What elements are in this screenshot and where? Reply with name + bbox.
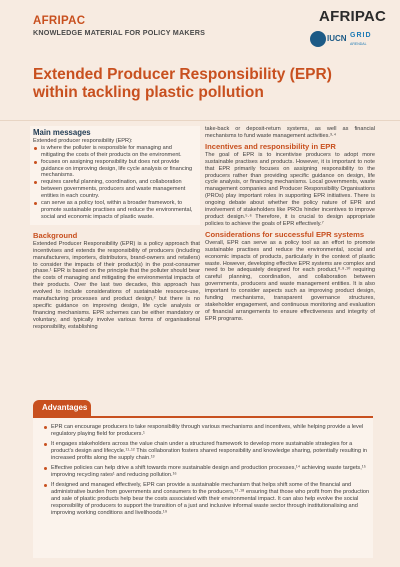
right-column (205, 126, 375, 323)
advantage-item: EPR can encourage producers to take responsibility through various mechanisms and incentives, while helping provide a level regulatory playing field for producers.¹ (51, 424, 373, 438)
header-divider (0, 120, 400, 121)
afripac-logo: AFRIPAC (319, 8, 386, 25)
considerations-heading: Considerations for successful EPR systems (205, 229, 365, 239)
main-message-item: is where the polluter is responsible for managing and mitigating the costs of their products on the environment. (41, 145, 196, 159)
iucn-emblem-icon (310, 31, 326, 47)
main-messages-list (33, 145, 196, 221)
main-message-item: focuses on assigning responsibility but does not provide guidance on improving design, life cycle analysis or financing mechanisms. (41, 159, 196, 180)
incentives-heading: Incentives and responsibility in EPR (205, 141, 336, 151)
main-messages-intro: Extended producer responsibility (EPR): (33, 137, 133, 144)
background-text: Extended Producer Responsibility (EPR) is a policy approach that incentivises and extends the responsibility of producers (including manufacturers, importers, distributors, brand-owners and retailers) to consider the impacts of their product(s) in the post-consumer phase.¹ EPR is based on the principle that the polluter should bear the costs of managing and mitigating the environmental impacts of their products. Over the last two decades, this approach has evolved to include considerations of sustainable resource-use, manufacturing processes and product design,² but there is no specific guidance on improving design, life cycle analysis or financing mechanisms. EPR schemes can be either mandatory or voluntary, and typically involve various forms of organisational responsibility, establishing (33, 240, 200, 330)
grid-arendal-logo (350, 30, 388, 50)
continuation-text: take-back or deposit-return systems, as well as financial mechanisms to fund waste management activities.³·⁴ (205, 126, 375, 139)
advantages-box (33, 416, 373, 558)
background-heading: Background (33, 230, 78, 240)
page-title: Extended Producer Responsibility (EPR) within tackling plastic pollution (33, 66, 332, 101)
left-column (33, 126, 200, 331)
main-messages-box (30, 126, 200, 225)
iucn-logo (310, 31, 346, 47)
advantages-tab (33, 400, 91, 416)
advantage-item: It engages stakeholders across the value chain under a structured framework to develop more sustainable strategies for a product's design and lifecycle.¹¹·¹² This collaboration fosters shared responsibility and knowledge sharing, potentially resulting in increased profits along the supply chain.¹³ (51, 441, 373, 462)
page-header (0, 0, 400, 118)
main-message-item: can serve as a policy tool, within a broader framework, to promote sustainable practises and reduce the environmental, social and economic impacts of plastic waste. (41, 200, 196, 221)
series-subtitle: KNOWLEDGE MATERIAL FOR POLICY MAKERS (33, 28, 206, 37)
incentives-text: The goal of EPR is to incentivise producers to adopt more sustainable practises and products. However, it is important to note that EPR primarily focuses on assigning responsibility to the producers rather than providing specific guidance on design, life cycle analysis, or financing mechanisms. Local governments, waste management companies and Producer Responsibility Organisations (PROs) play important roles in supporting EPR initiatives. There is ongoing debate about whether the policy nature of EPR and involvement of stakeholders like PROs hinder incentives to improve product design.⁵·⁶ Therefore, it is crucial to design appropriate policies to achieve the goals of EPR effectively.⁷ (205, 151, 375, 227)
grid-logo-text: GRID (350, 32, 372, 39)
advantage-item: Effective policies can help drive a shift towards more sustainable design and production processes,¹⁴ achieving waste targets,¹⁵ improving recycling rates¹ and reducing pollution.¹⁶ (51, 465, 373, 479)
brand-label: AFRIPAC (33, 15, 86, 27)
considerations-text: Overall, EPR can serve as a policy tool as an effort to promote sustainable practises and reduce the environmental, social and economic impacts of products, particularly in the context of plastic waste. However, developing effective EPR systems are complex and need to be adequately designed for each product,⁸·⁹·¹⁰ requiring careful planning, coordination, and collaboration between governments, producers and waste management entities. It is also important to consider aspects such as improving product design, funding mechanisms, transparent governance structures, stakeholder engagement, and continuous monitoring and evaluation of financial arrangements to ensure effectiveness and integrity of EPR programs. (205, 239, 375, 322)
advantage-item: If designed and managed effectively, EPR can provide a sustainable mechanism that helps shift some of the financial and administrative burden from governments and consumers to the producers,¹⁷·¹⁸ ensuring that those who profit from the production and sale of plastic products help bear the costs associated with their environmental impact. It can also help evolve the social responsibility of producers to support the transition of a just and inclusive informal waste sector through institutionalising and improving working conditions and livelihoods.¹⁹ (51, 482, 373, 517)
iucn-logo-text: IUCN (327, 34, 347, 43)
main-messages-heading: Main messages (33, 128, 91, 137)
advantages-heading: Advantages (42, 403, 88, 412)
advantages-list (43, 424, 373, 520)
grid-logo-subtext: ARENDAL (350, 42, 367, 46)
main-message-item: requires careful planning, coordination, and collaboration between governments, producers and waste management entities in each country. (41, 179, 196, 200)
